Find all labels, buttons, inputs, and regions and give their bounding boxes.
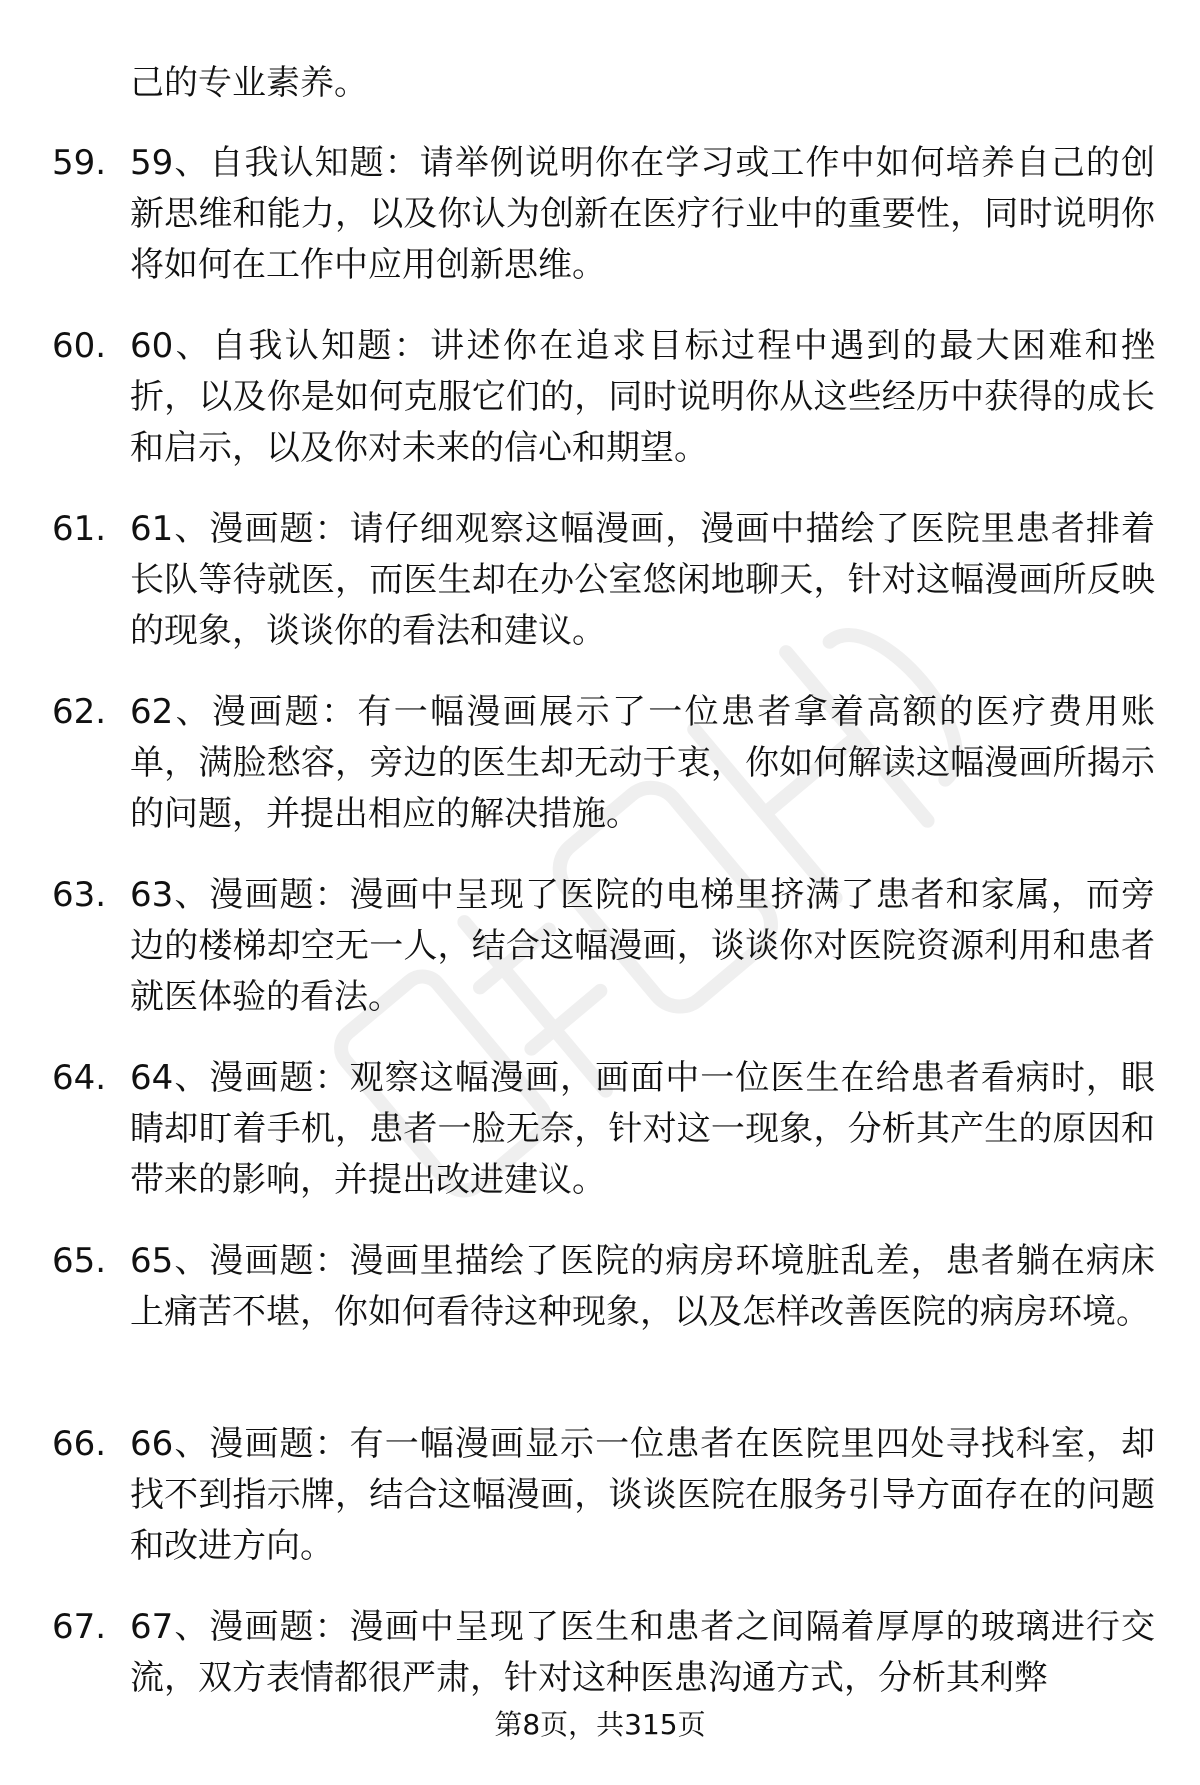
list-item [0,321,1200,474]
list-item [0,1419,1200,1572]
item-number: 67. [52,1607,107,1647]
list-item [0,504,1200,657]
item-text: 64、漫画题：观察这幅漫画，画面中一位医生在给患者看病时，眼睛却盯着手机，患者一脸无奈，针对这一现象，分析其产生的原因和带来的影响，并提出改进建议。 [130,1058,1155,1200]
item-text: 67、漫画题：漫画中呈现了医生和患者之间隔着厚厚的玻璃进行交流，双方表情都很严肃，针对这种医患沟通方式，分析其利弊 [130,1607,1155,1698]
item-text: 66、漫画题：有一幅漫画显示一位患者在医院里四处寻找科室，却找不到指示牌，结合这幅漫画，谈谈医院在服务引导方面存在的问题和改进方向。 [130,1424,1155,1566]
item-text: 65、漫画题：漫画里描绘了医院的病房环境脏乱差，患者躺在病床上痛苦不堪，你如何看待这种现象，以及怎样改善医院的病房环境。 [130,1241,1155,1332]
item-number: 61. [52,509,107,549]
page-footer: 第8页，共315页 [494,1708,706,1741]
list-item [0,1053,1200,1206]
item-number: 63. [52,875,107,915]
list-item [0,1236,1200,1389]
list-item [0,687,1200,840]
question-list [0,138,1200,1785]
item-text: 61、漫画题：请仔细观察这幅漫画，漫画中描绘了医院里患者排着长队等待就医，而医生却在办公室悠闲地聊天，针对这幅漫画所反映的现象，谈谈你的看法和建议。 [130,509,1155,651]
item-number: 66. [52,1424,107,1464]
item-number: 59. [52,143,107,183]
item-text: 63、漫画题：漫画中呈现了医院的电梯里挤满了患者和家属，而旁边的楼梯却空无一人，结合这幅漫画，谈谈你对医院资源利用和患者就医体验的看法。 [130,875,1155,1017]
item-number: 64. [52,1058,107,1098]
list-item [0,870,1200,1023]
continuation-text: 己的专业素养。 [130,63,368,103]
list-item [0,138,1200,291]
item-number: 60. [52,326,107,366]
item-text: 59、自我认知题：请举例说明你在学习或工作中如何培养自己的创新思维和能力，以及你认为创新在医疗行业中的重要性，同时说明你将如何在工作中应用创新思维。 [130,143,1155,285]
item-number: 62. [52,692,107,732]
item-text: 60、自我认知题：讲述你在追求目标过程中遇到的最大困难和挫折，以及你是如何克服它们的，同时说明你从这些经历中获得的成长和启示，以及你对未来的信心和期望。 [130,326,1155,468]
item-text: 62、漫画题：有一幅漫画展示了一位患者拿着高额的医疗费用账单，满脸愁容，旁边的医生却无动于衷，你如何解读这幅漫画所揭示的问题，并提出相应的解决措施。 [130,692,1155,834]
item-number: 65. [52,1241,107,1281]
